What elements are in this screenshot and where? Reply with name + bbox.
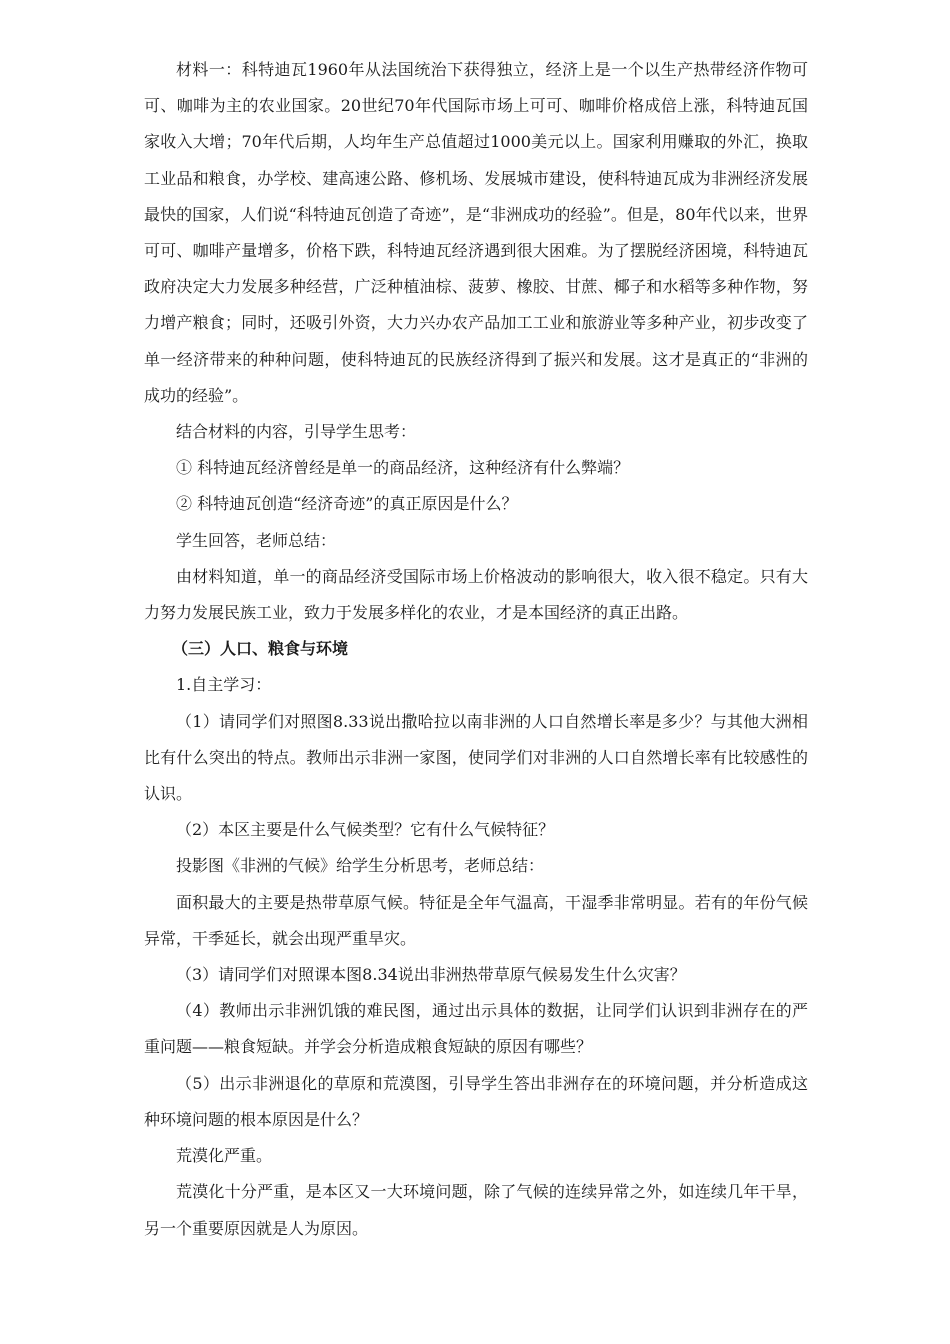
paragraph-summary: 由材料知道，单一的商品经济受国际市场上价格波动的影响很大，收入很不稳定。只有大力努力发展民族工业，致力于发展多样化的农业，才是本国经济的真正出路。 (144, 566, 808, 623)
section-heading: （三）人口、粮食与环境 (172, 639, 349, 659)
paragraph-projection: 投影图《非洲的气候》给学生分析思考，老师总结： (176, 856, 545, 876)
paragraph-desertification-detail: 荒漠化十分严重，是本区又一大环境问题，除了气候的连续异常之外，如连续几年干旱，另一个重要原因就是人为原因。 (144, 1182, 808, 1238)
paragraph-material-one: 材料一：科特迪瓦1960年从法国统治下获得独立，经济上是一个以生产热带经济作物可可、咖啡为主的农业国家。20世纪70年代国际市场上可可、咖啡价格成倍上涨，科特迪瓦国家收入大增；70年代后期，人均年生产总值超过1000美元以上。国家利用赚取的外汇，换取工业品和粮食，办学校、建高速公路、修机场、发展城市建设，使科特迪瓦成为非洲经济发展最快的国家，人们说“科特迪瓦创造了奇迹”，是“非洲成功的经验”。但是，80年代以来，世界可可、咖啡产量增多，价格下跌，科特迪瓦经济遇到很大困难。为了摆脱经济困境，科特迪瓦政府决定大力发展多种经营，广泛种植油棕、菠萝、橡胶、甘蔗、椰子和水稻等多种作物，努力增产粮食；同时，还吸引外资，大力兴办农产品加工工业和旅游业等多种产业，初步改变了单一经济带来的种种问题，使科特迪瓦的民族经济得到了振兴和发展。这才是真正的“非洲的成功的经验”。 (144, 60, 808, 405)
paragraph-student-answer: 学生回答，老师总结： (176, 530, 337, 550)
item-1-population: （1）请同学们对照图8.33说出撒哈拉以南非洲的人口自然增长率是多少？与其他大洲相比有什么突出的特点。教师出示非洲一家图，使同学们对非洲的人口自然增长率有比较感性的认识。 (144, 711, 808, 804)
document-body (144, 52, 808, 1247)
item-4-food: （4）教师出示非洲饥饿的难民图，通过出示具体的数据，让同学们认识到非洲存在的严重问题——粮食短缺。并学会分析造成粮食短缺的原因有哪些？ (144, 1001, 808, 1057)
question-2: ② 科特迪瓦创造“经济奇迹”的真正原因是什么？ (176, 494, 518, 514)
paragraph-desertification: 荒漠化严重。 (176, 1146, 273, 1166)
paragraph-guide-thinking: 结合材料的内容，引导学生思考： (176, 422, 417, 442)
item-3-disaster: （3）请同学们对照课本图8.34说出非洲热带草原气候易发生什么灾害？ (176, 965, 686, 985)
item-5-environment: （5）出示非洲退化的草原和荒漠图，引导学生答出非洲存在的环境问题，并分析造成这种环境问题的根本原因是什么？ (144, 1073, 808, 1129)
question-1: ① 科特迪瓦经济曾经是单一的商品经济，这种经济有什么弊端？ (176, 458, 630, 478)
item-2-climate: （2）本区主要是什么气候类型？它有什么气候特征？ (176, 820, 555, 840)
paragraph-climate-answer: 面积最大的主要是热带草原气候。特征是全年气温高，干湿季非常明显。若有的年份气候异常，干季延长，就会出现严重旱灾。 (144, 892, 808, 948)
subheading-self-study: 1.自主学习： (176, 675, 272, 695)
